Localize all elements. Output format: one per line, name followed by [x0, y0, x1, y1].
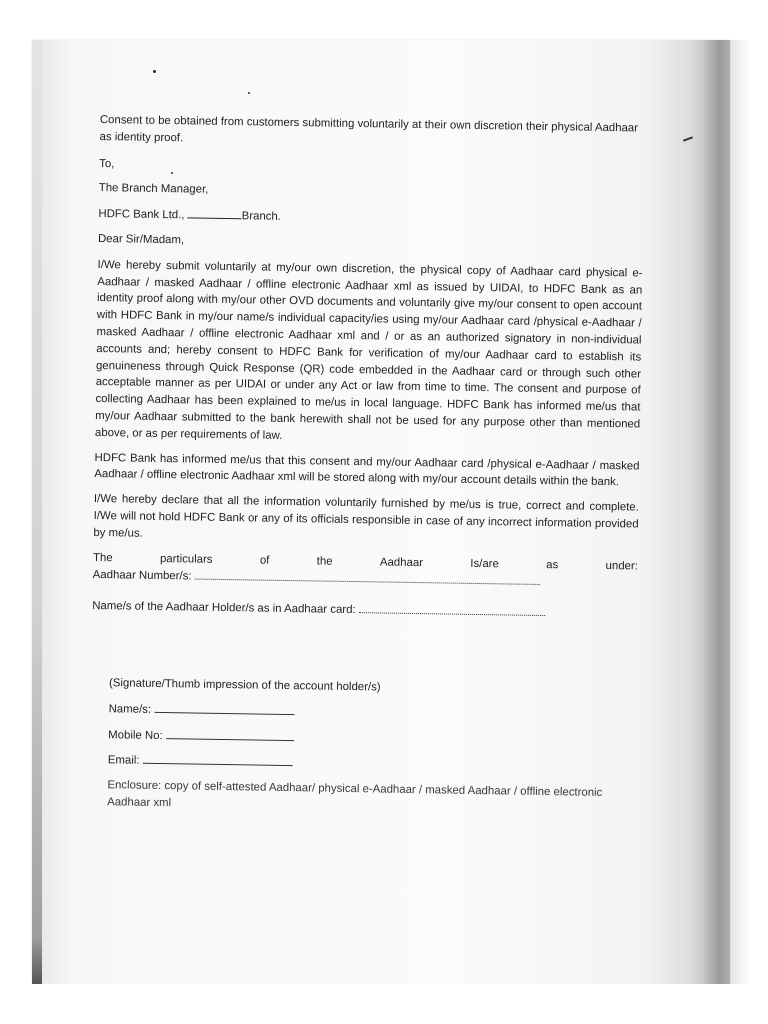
- signature-heading: (Signature/Thumb impression of the account holder/s): [108, 677, 381, 694]
- aadhaar-number-label: Aadhaar Number/s:: [92, 569, 192, 583]
- particulars-word: of: [259, 554, 270, 567]
- names-row: [108, 700, 635, 726]
- declaration-paragraph: I/We hereby declare that all the information voluntarily furnished by me/us is true, correct and complete. I/We will not hold HDFC Bank or any of its officials responsible in case of any incorrect information provided by me/us.: [93, 493, 639, 540]
- scan-speck: [153, 70, 156, 73]
- email-row: [108, 752, 635, 778]
- branch-blank[interactable]: [188, 207, 242, 220]
- intro-text: Consent to be obtained from customers submitting voluntarily at their own discretion their physical Aadhaar as identity proof.: [99, 113, 639, 145]
- email-label: Email:: [107, 754, 140, 768]
- particulars-word: as: [546, 558, 559, 571]
- holder-name-field[interactable]: [359, 601, 545, 616]
- mobile-row: [108, 726, 635, 752]
- to-line: To,: [99, 157, 115, 170]
- salutation: Dear Sir/Madam,: [97, 232, 185, 247]
- paper-right-edge-shadow: [690, 40, 750, 984]
- names-field[interactable]: [154, 701, 294, 715]
- bank-branch-line: [98, 205, 643, 231]
- storage-paragraph: HDFC Bank has informed me/us that this consent and my/our Aadhaar card /physical e-Aadhaar / masked Aadhaar / offline electronic Aadhaar xml will be stored along with my/our account details within the bank.: [94, 451, 640, 489]
- mobile-field[interactable]: [166, 727, 294, 741]
- branch-suffix: Branch.: [241, 210, 281, 224]
- scan-bottom-margin: [32, 984, 768, 1024]
- paper-left-edge: [32, 40, 42, 984]
- email-field[interactable]: [143, 752, 293, 766]
- names-label: Name/s:: [108, 702, 152, 716]
- signature-block: [89, 675, 636, 819]
- bank-name: HDFC Bank Ltd.,: [98, 208, 185, 222]
- addressee-line: The Branch Manager,: [98, 182, 209, 197]
- enclosure-note: Enclosure: copy of self-attested Aadhaar/ physical e-Aadhaar / masked Aadhaar / offline electronic Aadhaar xml: [107, 779, 603, 810]
- consent-letter: [89, 112, 645, 819]
- consent-paragraph: I/We hereby submit voluntarily at my/our own discretion, the physical copy of Aadhaar card physical e-Aadhaar / masked Aadhaar / offline electronic Aadhaar xml as issued by UIDAI, to HDFC Bank as an identity proof along with my/our other OVD documents and voluntarily give my/our consent to open account with HDFC Bank in my/our name/s individual capacity/ies using my/our Aadhaar card /physical e-Aadhaar / masked Aadhaar / offline electronic Aadhaar xml and / or as an authorized signatory in non-individual accounts and; hereby consent to HDFC Bank for verification of my/our Aadhaar card to establish its genuineness through Quick Response (QR) code embedded in the Aadhaar card or through such other acceptable manner as per UIDAI or under any Act or law from time to time. The consent and purpose of collecting Aadhaar has been explained to me/us in local language. HDFC Bank has informed me/us that my/our Aadhaar submitted to the bank herewith shall not be used for any purpose other than mentioned above, or as per requirements of law.: [94, 258, 643, 442]
- particulars-word: The: [92, 551, 113, 564]
- scan-speck: [248, 92, 250, 94]
- particulars-word: particulars: [159, 552, 213, 566]
- mobile-label: Mobile No:: [108, 728, 163, 742]
- particulars-word: under:: [605, 559, 638, 573]
- particulars-word: the: [316, 554, 333, 568]
- holder-name-label: Name/s of the Aadhaar Holder/s as in Aadhaar card:: [92, 600, 356, 617]
- particulars-word: Is/are: [470, 557, 499, 570]
- holder-name-row: [92, 597, 637, 623]
- particulars-word: Aadhaar: [379, 555, 424, 569]
